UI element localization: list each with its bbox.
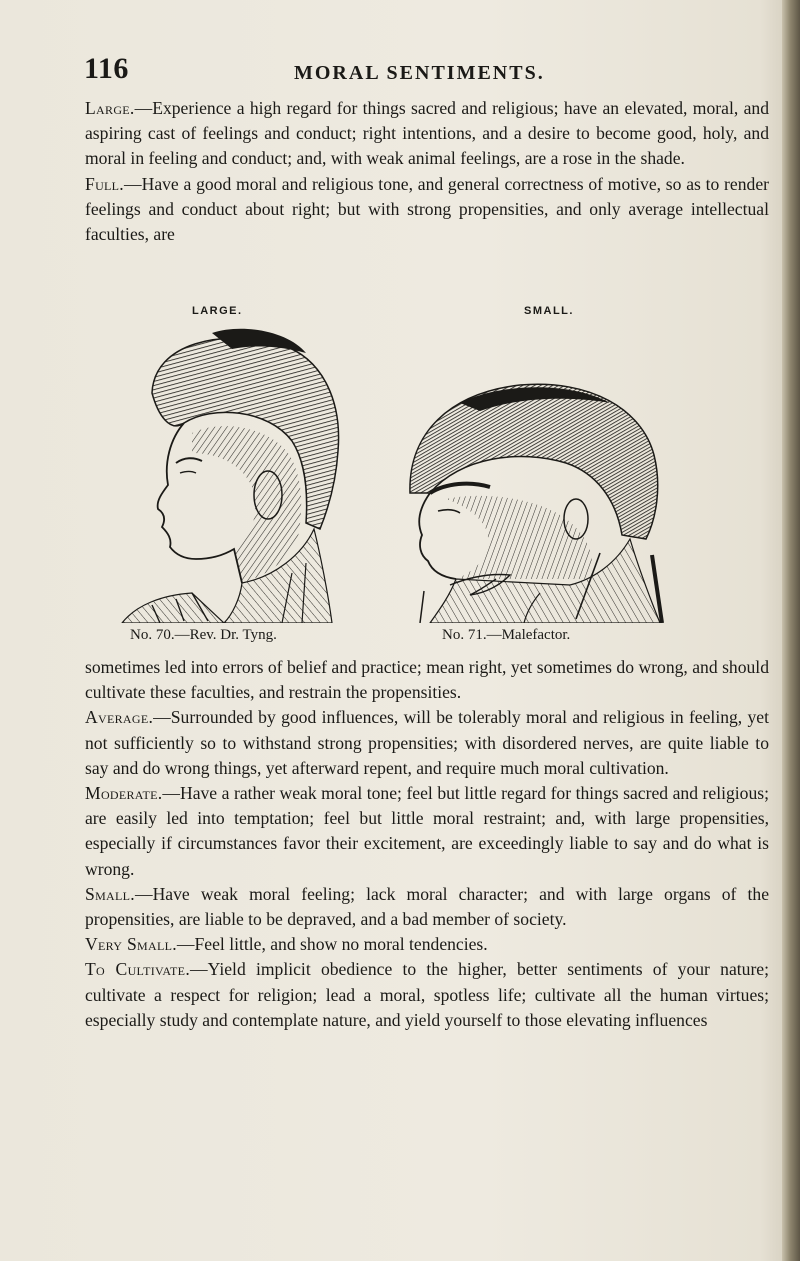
paragraph-full (85, 172, 769, 248)
paragraph-very-small-text: —Feel little, and show no moral tendencies. (176, 934, 488, 955)
paragraph-moderate (85, 781, 769, 882)
term-average: Average. (85, 707, 154, 728)
figure-caption-large: No. 70.—Rev. Dr. Tyng. (130, 627, 277, 643)
paragraph-to-cultivate-text: —Yield implicit obedience to the higher, better sentiments of your nature; cultivate a respect for religion; lead a moral, spotless life; cultivate all the human virtues; especially study and contemplate nature, and yield yourself to those elevating influences (85, 959, 769, 1030)
term-moderate: Moderate. (85, 783, 163, 804)
term-full: Full. (85, 173, 125, 194)
paragraph-continuation-text: sometimes led into errors of belief and practice; mean right, yet sometimes do wrong, and should cultivate these faculties, and restrain the propensities. (85, 657, 769, 703)
figure-label-large: LARGE. (192, 305, 243, 317)
paragraph-average (85, 705, 769, 781)
engraved-head-small-illustration (390, 323, 680, 623)
text-block-bottom (85, 655, 769, 1033)
term-to-cultivate: To Cultivate. (85, 959, 191, 980)
paragraph-continuation (85, 655, 769, 705)
term-very-small: Very Small. (85, 934, 177, 955)
figure-large (92, 305, 362, 650)
paragraph-small (85, 882, 769, 932)
text-block-top (85, 96, 769, 247)
running-head: MORAL SENTIMENTS. (294, 62, 545, 84)
paragraph-very-small (85, 932, 769, 957)
figure-label-small: SMALL. (524, 305, 574, 317)
paragraph-large-text: —Experience a high regard for things sacred and religious; have an elevated, moral, and aspiring cast of feelings and conduct; right intentions, and a desire to become good, holy, and moral in feeling and conduct; and, with weak animal feelings, are a rose in the shade. (85, 98, 769, 169)
page-header (84, 52, 764, 92)
figure-small (390, 305, 680, 650)
paragraph-large (85, 96, 769, 172)
paragraph-average-text: —Surrounded by good influences, will be tolerably moral and religious in feeling, yet not sufficiently so to withstand strong propensities; with disordered nerves, are quite liable to say and do wrong things, yet afterward repent, and require much moral cultivation. (85, 707, 769, 778)
engraved-head-large-illustration (92, 323, 362, 623)
figure-caption-small: No. 71.—Malefactor. (442, 627, 571, 643)
term-small: Small. (85, 883, 135, 904)
paragraph-small-text: —Have weak moral feeling; lack moral character; and with large organs of the propensities, are liable to be depraved, and a bad member of society. (85, 883, 769, 930)
term-large: Large. (85, 98, 135, 118)
paragraph-moderate-text: —Have a rather weak moral tone; feel but little regard for things sacred and religious; are easily led into temptation; feel but little moral restraint; and, with large propensities, especially if circumstances favor their excitement, are exceedingly liable to say and do what is wrong. (85, 783, 769, 879)
page-number: 116 (84, 52, 129, 85)
paragraph-to-cultivate (85, 957, 769, 1033)
paragraph-full-text: —Have a good moral and religious tone, and general correctness of motive, so as to render feelings and conduct about right; but with strong propensities, and only average intellectual faculties, are (85, 173, 769, 245)
page-binding-edge (782, 0, 800, 1261)
